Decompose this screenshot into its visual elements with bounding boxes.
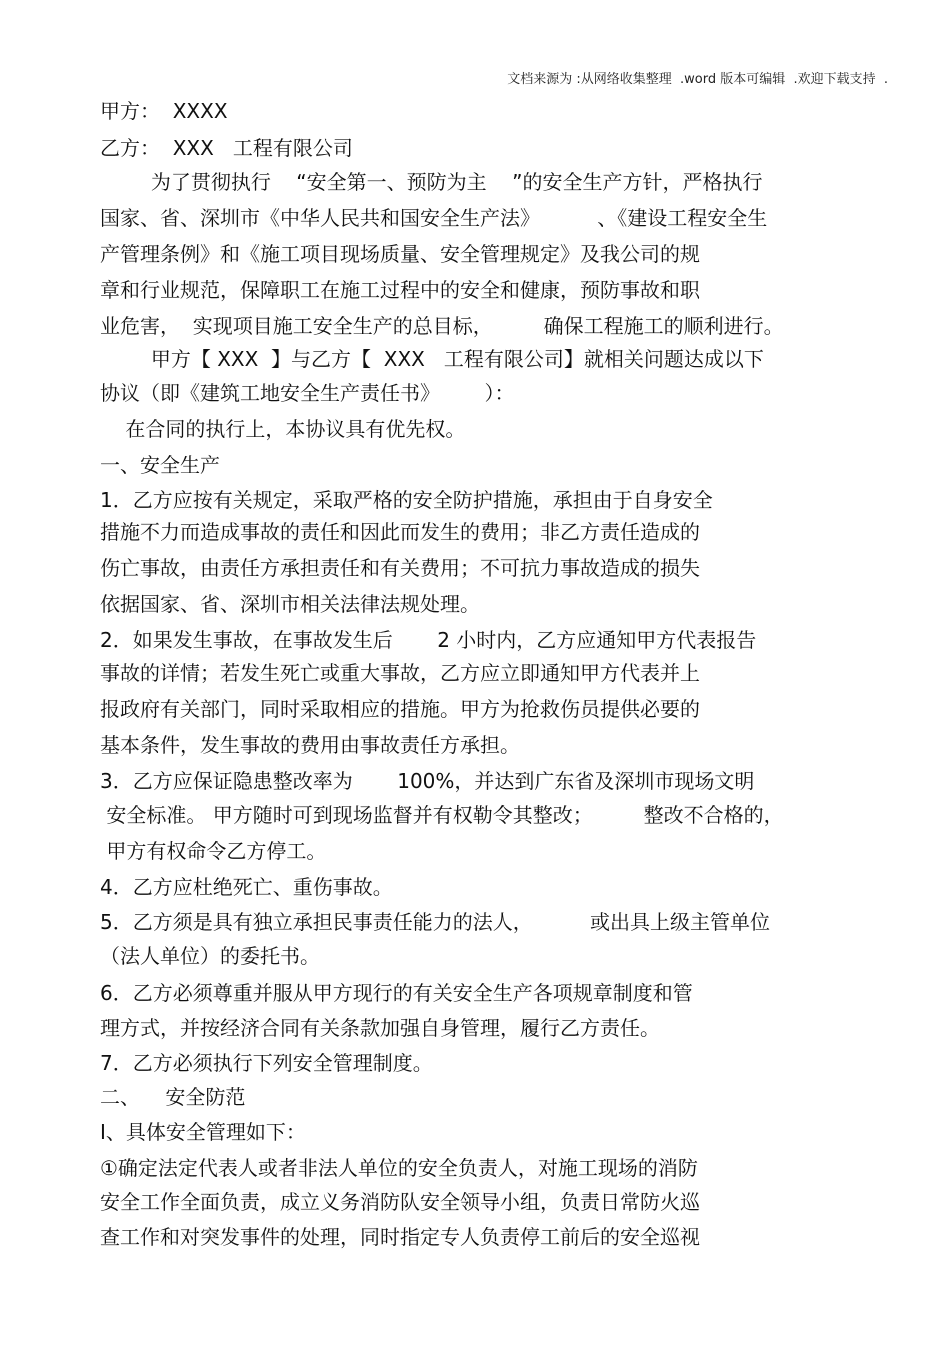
clause-line: 措施不力而造成事故的责任和因此而发生的费用；非乙方责任造成的 [100, 520, 700, 544]
clause-line: （法人单位）的委托书。 [100, 944, 320, 968]
party-a-line: 甲方： XXXX [100, 99, 228, 123]
preamble-line: 产管理条例》和《施工项目现场质量、安全管理规定》及我公司的规 [100, 242, 700, 266]
clause-line: 1．乙方应按有关规定，采取严格的安全防护措施，承担由于自身安全 [100, 488, 713, 512]
subsection-heading: Ⅰ、具体安全管理如下： [100, 1120, 306, 1144]
clause-line: 安全标准。 甲方随时可到现场监督并有权勒令其整改； 整改不合格的， [100, 803, 784, 827]
clause-line: 安全工作全面负责，成立义务消防队安全领导小组，负责日常防火巡 [100, 1190, 700, 1214]
preamble-line: 为了贯彻执行 “安全第一、预防为主 ”的安全生产方针，严格执行 [100, 170, 763, 194]
clause-line: 3．乙方应保证隐患整改率为 100%，并达到广东省及深圳市现场文明 [100, 769, 755, 793]
preamble-line: 国家、省、深圳市《中华人民共和国安全生产法》 、《建设工程安全生 [100, 206, 768, 230]
clause-line: 4．乙方应杜绝死亡、重伤事故。 [100, 875, 393, 899]
priority-line: 在合同的执行上，本协议具有优先权。 [100, 417, 466, 441]
clause-line: 依据国家、省、深圳市相关法律法规处理。 [100, 592, 480, 616]
agreement-line: 甲方【 XXX 】与乙方【 XXX 工程有限公司】就相关问题达成以下 [100, 347, 764, 371]
clause-line: 伤亡事故，由责任方承担责任和有关费用；不可抗力事故造成的损失 [100, 556, 700, 580]
agreement-line: 协议（即《建筑工地安全生产责任书》 ）： [100, 381, 515, 405]
preamble-line: 业危害， 实现项目施工安全生产的总目标， 确保工程施工的顺利进行。 [100, 314, 784, 338]
source-note-header: 文档来源为 :从网络收集整理 .word 版本可编辑 .欢迎下载支持 . [507, 72, 888, 87]
party-b-line: 乙方： XXX 工程有限公司 [100, 136, 353, 160]
clause-line: ①确定法定代表人或者非法人单位的安全负责人，对施工现场的消防 [100, 1156, 698, 1180]
clause-line: 基本条件，发生事故的费用由事故责任方承担。 [100, 733, 520, 757]
section-heading: 一、安全生产 [100, 453, 220, 477]
section-heading: 二、 安全防范 [100, 1085, 246, 1109]
preamble-line: 章和行业规范，保障职工在施工过程中的安全和健康，预防事故和职 [100, 278, 700, 302]
clause-line: 报政府有关部门，同时采取相应的措施。甲方为抢救伤员提供必要的 [100, 697, 700, 721]
clause-line: 甲方有权命令乙方停工。 [100, 839, 327, 863]
clause-line: 2．如果发生事故，在事故发生后 2 小时内，乙方应通知甲方代表报告 [100, 628, 757, 652]
clause-line: 7．乙方必须执行下列安全管理制度。 [100, 1051, 433, 1075]
clause-line: 6．乙方必须尊重并服从甲方现行的有关安全生产各项规章制度和管 [100, 981, 693, 1005]
clause-line: 理方式，并按经济合同有关条款加强自身管理，履行乙方责任。 [100, 1016, 660, 1040]
clause-line: 查工作和对突发事件的处理，同时指定专人负责停工前后的安全巡视 [100, 1225, 700, 1249]
clause-line: 事故的详情；若发生死亡或重大事故，乙方应立即通知甲方代表并上 [100, 661, 700, 685]
clause-line: 5．乙方须是具有独立承担民事责任能力的法人， 或出具上级主管单位 [100, 910, 770, 934]
